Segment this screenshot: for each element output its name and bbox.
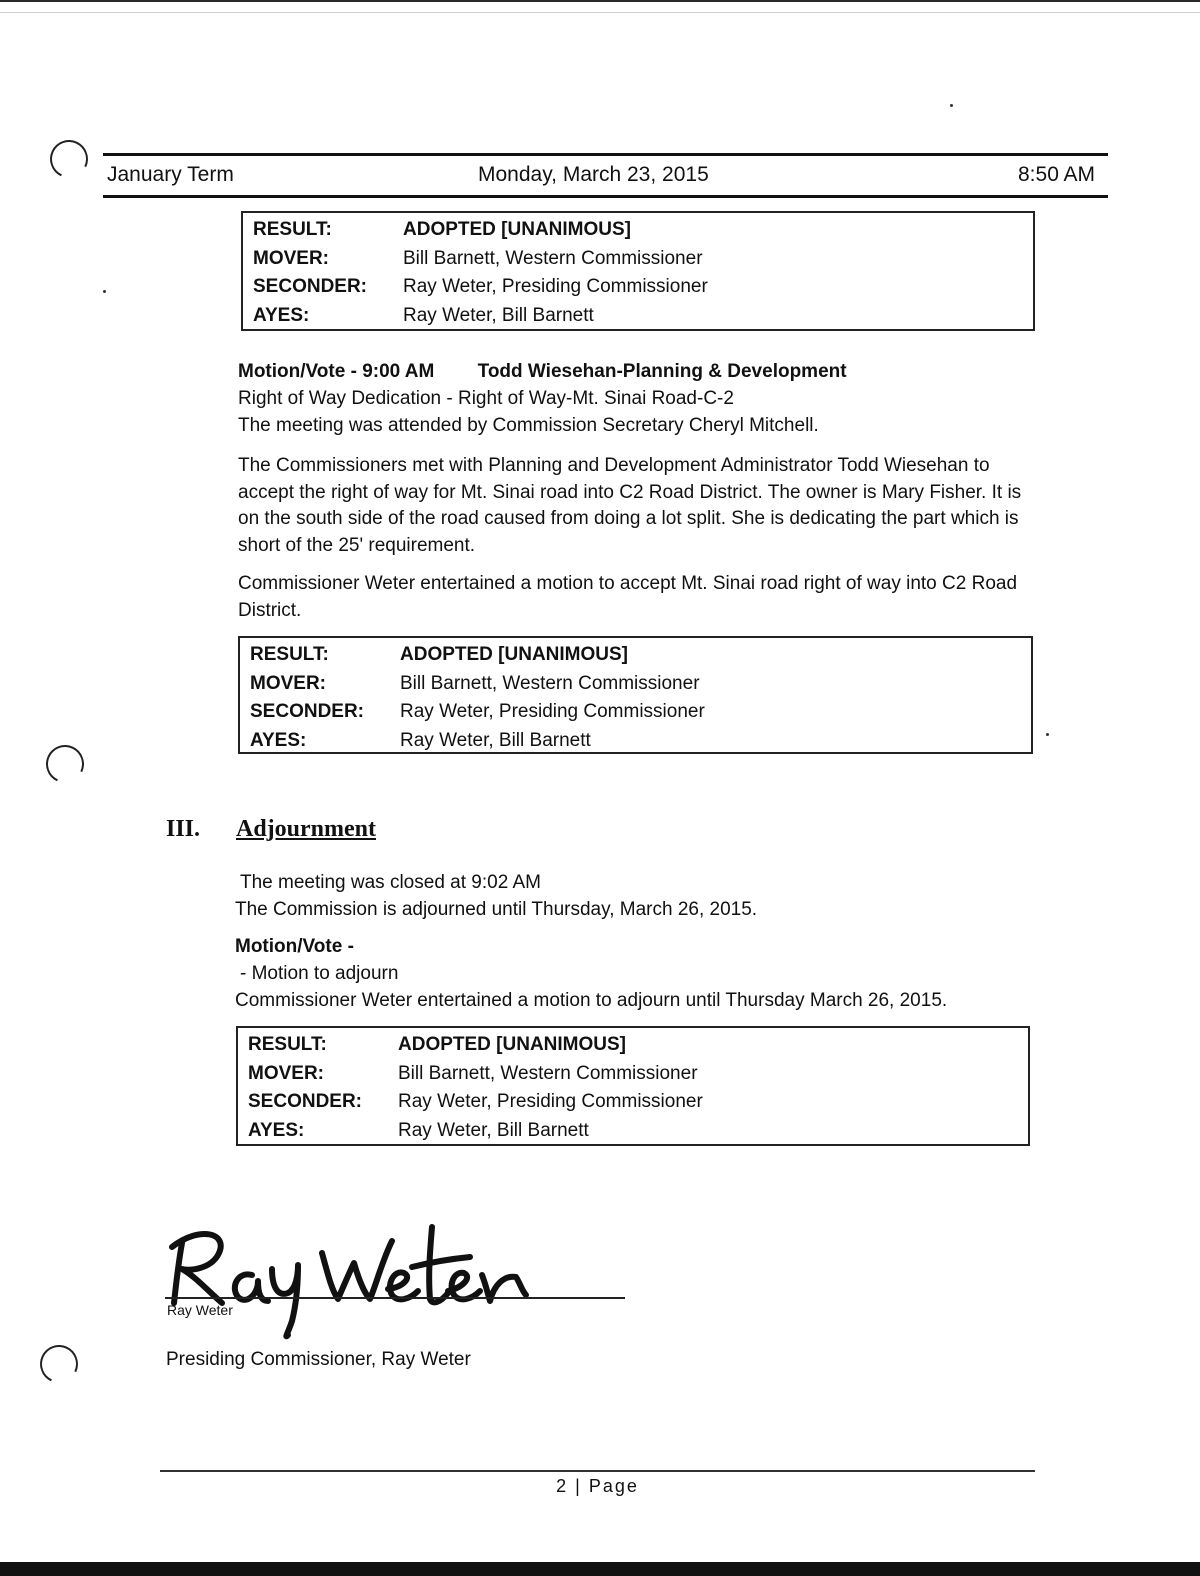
vote-row-result — [250, 641, 1031, 670]
vote-row-result — [248, 1031, 1028, 1060]
vote-row-seconder — [253, 273, 1033, 302]
punch-hole-icon — [41, 740, 90, 789]
vote-value: Bill Barnett, Western Commissioner — [398, 1062, 698, 1084]
vote-label: MOVER: — [248, 1062, 324, 1084]
vote-label: RESULT: — [248, 1034, 327, 1055]
vote-row-mover — [250, 670, 1031, 699]
vote-label: AYES: — [250, 729, 307, 751]
section-title: Adjournment — [236, 816, 377, 842]
motion-presenter: Todd Wiesehan-Planning & Development — [477, 361, 847, 382]
header-date: Monday, March 23, 2015 — [478, 163, 709, 186]
signature-line — [165, 1297, 625, 1299]
vote-value: Ray Weter, Presiding Commissioner — [398, 1091, 703, 1112]
vote-value: ADOPTED [UNANIMOUS] — [398, 1034, 626, 1055]
motion-attendance: The meeting was attended by Commission Secretary Cheryl Mitchell. — [238, 415, 819, 436]
header-term: January Term — [107, 163, 234, 186]
footer-rule — [160, 1470, 1035, 1472]
motion-item: - Motion to adjourn — [240, 963, 399, 984]
adjourned-line: The Commission is adjourned until Thursday, March 26, 2015. — [235, 899, 758, 920]
vote-value: Ray Weter, Bill Barnett — [398, 1119, 589, 1141]
vote-result-table — [238, 636, 1033, 754]
signature-title: Presiding Commissioner, Ray Weter — [166, 1349, 471, 1370]
signature-printed-name: Ray Weter — [167, 1302, 233, 1318]
scan-speck — [950, 104, 953, 107]
motion-paragraph: The Commissioners met with Planning and Development Administrator Todd Wiesehan to accept the right of way for Mt. Sinai road into C2 Road District. The owner is Mary Fisher. It is on the south side of the road caused from doing a lot split. She is dedicating the part which is short of the 25' requirement. — [238, 455, 1022, 556]
vote-label: AYES: — [253, 304, 310, 326]
header-time: 8:50 AM — [1018, 163, 1096, 186]
vote-row-mover — [248, 1060, 1028, 1089]
header-bottom-rule — [103, 195, 1108, 198]
handwritten-signature — [160, 1205, 550, 1345]
vote-label: SECONDER: — [248, 1091, 363, 1112]
motion-time: 9:00 AM — [362, 361, 435, 382]
section-number: III. — [166, 816, 201, 842]
punch-hole-icon — [35, 1340, 84, 1389]
vote-label: SECONDER: — [250, 701, 365, 722]
vote-row-ayes — [248, 1117, 1028, 1146]
scan-speck — [1046, 733, 1049, 736]
vote-label: MOVER: — [250, 672, 326, 694]
scan-top-edge — [0, 0, 1200, 13]
scan-bottom-edge — [0, 1562, 1200, 1576]
page-number: 2 | Page — [556, 1476, 639, 1496]
vote-value: Ray Weter, Presiding Commissioner — [403, 276, 708, 297]
closed-line: The meeting was closed at 9:02 AM — [240, 872, 541, 893]
vote-label: RESULT: — [250, 644, 329, 665]
vote-label: AYES: — [248, 1119, 305, 1141]
vote-result-table — [241, 211, 1035, 331]
vote-value: ADOPTED [UNANIMOUS] — [400, 644, 628, 665]
header-top-rule — [103, 153, 1108, 156]
vote-value: ADOPTED [UNANIMOUS] — [403, 219, 631, 240]
motion-paragraph: Commissioner Weter entertained a motion to accept Mt. Sinai road right of way into C2 Road District. — [238, 573, 1018, 621]
motion-title: Motion/Vote - — [238, 361, 363, 382]
vote-value: Bill Barnett, Western Commissioner — [403, 247, 703, 269]
vote-row-seconder — [248, 1088, 1028, 1117]
vote-label: RESULT: — [253, 219, 332, 240]
vote-row-mover — [253, 245, 1033, 274]
vote-label: MOVER: — [253, 247, 329, 269]
vote-value: Bill Barnett, Western Commissioner — [400, 672, 700, 694]
vote-value: Ray Weter, Bill Barnett — [403, 304, 594, 326]
vote-value: Ray Weter, Bill Barnett — [400, 729, 591, 751]
vote-row-ayes — [250, 727, 1031, 756]
vote-row-ayes — [253, 302, 1033, 331]
vote-result-table — [236, 1026, 1030, 1146]
vote-value: Ray Weter, Presiding Commissioner — [400, 701, 705, 722]
punch-hole-icon — [45, 135, 94, 184]
vote-row-result — [253, 216, 1033, 245]
vote-label: SECONDER: — [253, 276, 368, 297]
scan-speck — [103, 290, 106, 293]
vote-row-seconder — [250, 698, 1031, 727]
motion-heading — [238, 358, 847, 385]
motion-subject: Right of Way Dedication - Right of Way-Mt. Sinai Road-C-2 — [238, 388, 734, 409]
motion-text: Commissioner Weter entertained a motion to adjourn until Thursday March 26, 2015. — [235, 990, 948, 1011]
motion-title: Motion/Vote - — [235, 936, 354, 957]
